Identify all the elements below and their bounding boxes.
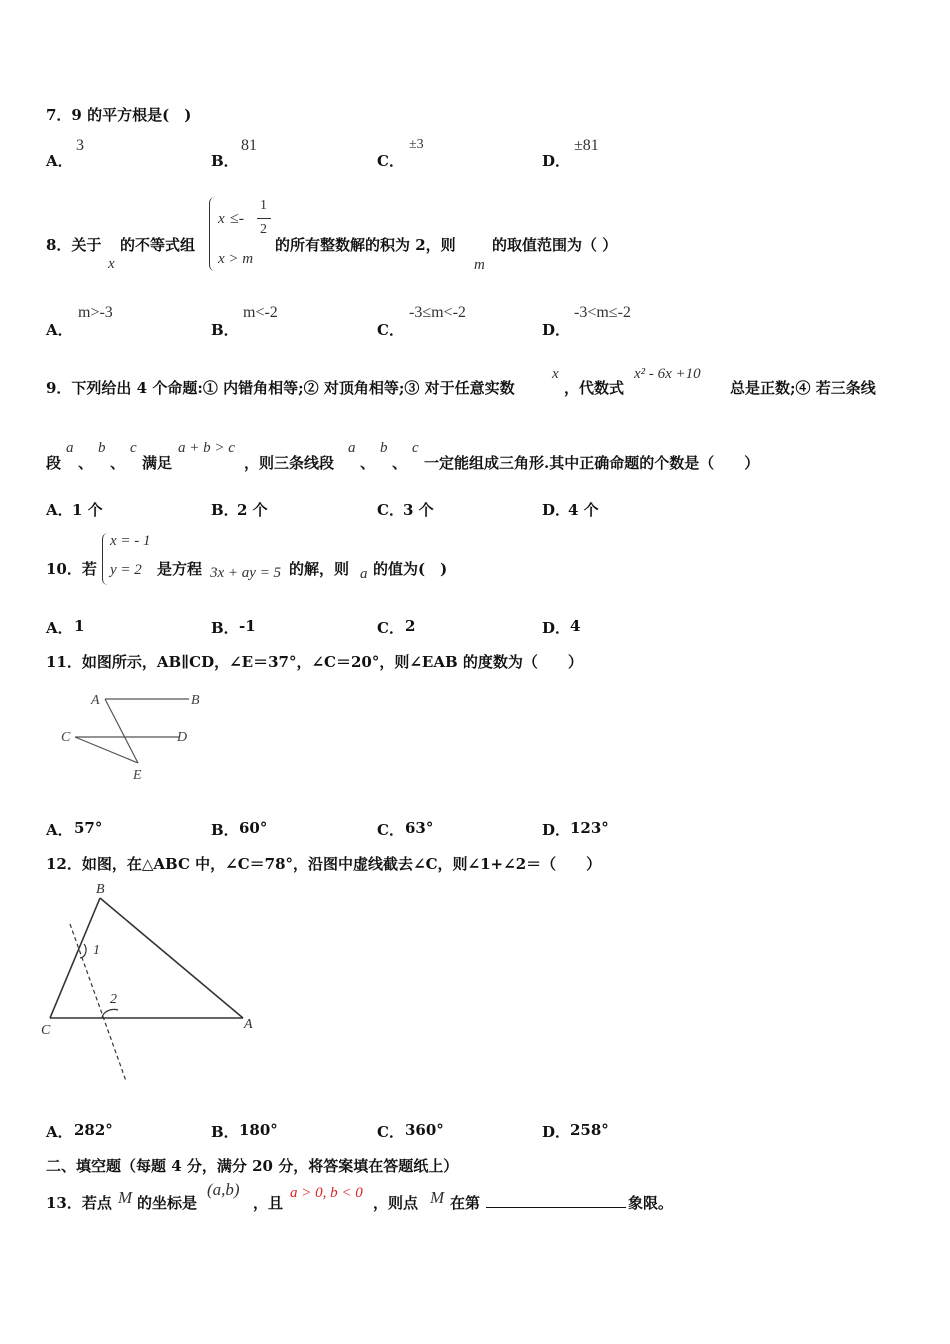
q10-sys-1: x = - 1: [110, 533, 151, 549]
q12-angle-2-arc: [102, 1009, 118, 1018]
q10-equation: 3x + ay = 5: [210, 565, 282, 581]
q7-option-d-label: D．: [542, 152, 571, 170]
q7-option-c-value: ±3: [409, 137, 424, 152]
q8-frac-den: 2: [260, 222, 267, 237]
q8-option-d-label: D．: [542, 321, 571, 339]
q12-label-b: B: [96, 882, 105, 897]
q13-condition: a > 0, b < 0: [290, 1185, 363, 1201]
q9-var-a2: a: [348, 440, 356, 456]
q12-angle-1-arc: [80, 944, 86, 958]
q10-option-a-value: 1: [74, 617, 85, 635]
q9-option-d-value: 4 个: [568, 501, 599, 519]
q12-option-d-label: D．: [542, 1123, 571, 1141]
q11-label-a: A: [91, 693, 100, 708]
q10-option-c-label: C．: [377, 619, 404, 637]
q12-label-c: C: [41, 1023, 51, 1038]
q13-text-4: ，则点: [373, 1194, 419, 1212]
q8-sys1-rel: ≤-: [230, 210, 245, 227]
q9-option-c-label: C．: [377, 501, 404, 519]
q9-text-7: 一定能组成三角形.其中正确命题的个数是（ ）: [424, 454, 760, 472]
q9-text-3: 总是正数;④ 若三条线: [730, 379, 876, 397]
q11-label-d: D: [177, 730, 188, 745]
q13-var-m: M: [118, 1188, 133, 1207]
q10-option-a-label: A．: [46, 619, 73, 637]
q9-text-6: ，则三条线段: [244, 454, 335, 472]
q8-sys2: x > m: [218, 251, 254, 267]
q12-option-d-value: 258°: [570, 1121, 609, 1139]
q9-sep-1: 、: [78, 454, 94, 472]
q9-var-x: x: [552, 366, 559, 382]
q11-line-ce: [75, 737, 138, 763]
q7-option-b-value: 81: [241, 137, 257, 154]
q11-label-b: B: [191, 693, 200, 708]
q8-text-1: 8．关于: [46, 236, 102, 254]
q9-text-4: 段: [46, 454, 62, 472]
q13-text-2: 的坐标是: [137, 1194, 198, 1212]
q10-text-3: 的解，则: [289, 560, 350, 578]
q9-var-c2: c: [412, 440, 419, 456]
q12-label-a: A: [244, 1017, 253, 1032]
q9-expr: x² - 6x +10: [634, 366, 701, 382]
q10-text-2: 是方程: [157, 560, 203, 578]
q11-line-ae: [105, 699, 138, 763]
q8-option-a-value: m>-3: [78, 304, 113, 321]
q12-option-c-label: C．: [377, 1123, 404, 1141]
q7-option-a-value: 3: [76, 137, 84, 154]
q13-coord: (a,b): [207, 1180, 240, 1199]
q11-stem: 11．如图所示，AB∥CD，∠E＝37°，∠C＝20°，则∠EAB 的度数为（ ）: [46, 653, 583, 671]
q9-text-2: ，代数式: [564, 379, 625, 397]
q8-option-b-label: B．: [211, 321, 239, 339]
q9-option-c-value: 3 个: [403, 501, 434, 519]
q13-var-m2: M: [430, 1188, 445, 1207]
q8-system-brace: [209, 197, 216, 271]
q8-var-m: m: [474, 257, 485, 273]
q12-label-2: 2: [110, 992, 117, 1007]
q9-ineq: a + b > c: [178, 440, 235, 456]
q7-option-a-label: A．: [46, 152, 73, 170]
q8-option-c-value: -3≤m<-2: [409, 304, 466, 321]
q9-option-a-value: 1 个: [72, 501, 103, 519]
q8-text-4: 的取值范围为（ ）: [492, 236, 618, 254]
q13-answer-blank[interactable]: [486, 1194, 626, 1208]
q9-var-b2: b: [380, 440, 388, 456]
q12-stem: 12．如图，在△ABC 中，∠C＝78°，沿图中虚线截去∠C，则∠1+∠2＝（ ）: [46, 855, 602, 873]
q8-text-3: 的所有整数解的积为 2，则: [275, 236, 456, 254]
q7-stem: 7．9 的平方根是( ): [46, 106, 192, 124]
q7-option-b-label: B．: [211, 152, 239, 170]
q10-option-b-label: B．: [211, 619, 239, 637]
q10-sys-2: y = 2: [110, 562, 142, 578]
q9-sep-2: 、: [110, 454, 126, 472]
q8-option-d-value: -3<m≤-2: [574, 304, 631, 321]
q8-frac-num: 1: [260, 198, 267, 213]
q8-frac-bar: [257, 218, 271, 219]
q12-side-ba: [100, 898, 243, 1018]
q8-option-c-label: C．: [377, 321, 404, 339]
q11-option-c-value: 63°: [405, 819, 434, 837]
q8-option-b-value: m<-2: [243, 304, 278, 321]
q12-figure: [38, 876, 278, 1091]
q12-option-b-value: 180°: [239, 1121, 278, 1139]
q10-system-brace: [102, 533, 109, 585]
q9-sep-3: 、: [360, 454, 376, 472]
q9-var-a: a: [66, 440, 74, 456]
q10-text-1: 10．若: [46, 560, 97, 578]
q10-option-b-value: -1: [239, 617, 256, 635]
q9-option-d-label: D．: [542, 501, 571, 519]
q11-option-d-value: 123°: [570, 819, 609, 837]
q12-option-a-value: 282°: [74, 1121, 113, 1139]
q13-text-3: ，且: [253, 1194, 284, 1212]
q11-figure: [55, 685, 215, 785]
section-2-title: 二、填空题（每题 4 分，满分 20 分，将答案填在答题纸上）: [46, 1157, 459, 1175]
q11-option-a-label: A．: [46, 821, 73, 839]
q8-sys1-x: x: [218, 211, 225, 227]
q8-var-x: x: [108, 256, 115, 272]
q13-text-5: 在第: [450, 1194, 481, 1212]
q13-text-6: 象限。: [628, 1194, 674, 1212]
q9-var-c: c: [130, 440, 137, 456]
q7-option-d-value: ±81: [574, 137, 599, 154]
q11-option-b-value: 60°: [239, 819, 268, 837]
q10-option-d-value: 4: [570, 617, 581, 635]
q11-option-d-label: D．: [542, 821, 571, 839]
q11-option-a-value: 57°: [74, 819, 103, 837]
q8-text-2: 的不等式组: [120, 236, 196, 254]
q9-text-1: 9．下列给出 4 个命题:① 内错角相等;② 对顶角相等;③ 对于任意实数: [46, 379, 515, 397]
q12-option-c-value: 360°: [405, 1121, 444, 1139]
q10-var-a: a: [360, 566, 368, 582]
q12-side-cb: [50, 898, 100, 1018]
q12-option-b-label: B．: [211, 1123, 239, 1141]
q9-option-b-label: B．: [211, 501, 239, 519]
q7-option-c-label: C．: [377, 152, 404, 170]
q10-option-c-value: 2: [405, 617, 416, 635]
q9-option-b-value: 2 个: [237, 501, 268, 519]
q8-option-a-label: A．: [46, 321, 73, 339]
q10-text-4: 的值为( ): [373, 560, 448, 578]
q11-label-e: E: [133, 768, 142, 783]
q11-option-c-label: C．: [377, 821, 404, 839]
q12-option-a-label: A．: [46, 1123, 73, 1141]
q10-option-d-label: D．: [542, 619, 571, 637]
q11-label-c: C: [61, 730, 71, 745]
q12-label-1: 1: [93, 943, 100, 958]
q9-option-a-label: A．: [46, 501, 73, 519]
q11-option-b-label: B．: [211, 821, 239, 839]
q9-var-b: b: [98, 440, 106, 456]
q9-text-5: 满足: [142, 454, 173, 472]
q9-sep-4: 、: [392, 454, 408, 472]
q13-text-1: 13．若点: [46, 1194, 112, 1212]
